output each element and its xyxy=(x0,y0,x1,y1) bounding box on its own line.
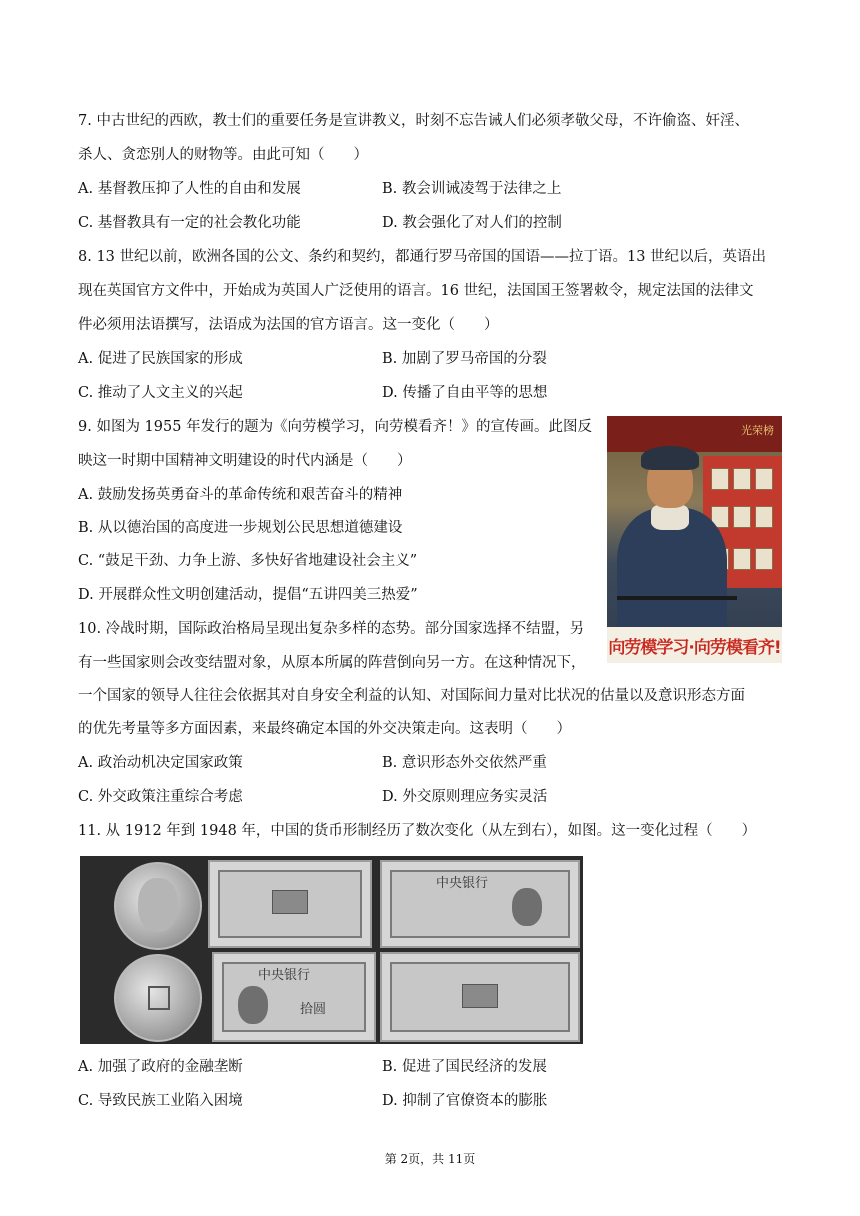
q8-stem-line-1: 8. 13 世纪以前，欧洲各国的公文、条约和契约，都通行罗马帝国的国语——拉丁语。13 世纪以后，英语出 xyxy=(78,249,767,265)
banknote-centre-emblem xyxy=(462,984,498,1008)
banknote-top-right xyxy=(380,860,580,948)
q10-option-c: C. 外交政策注重综合考虑 xyxy=(78,789,243,805)
q7-option-b: B. 教会训诫凌驾于法律之上 xyxy=(382,181,562,197)
poster-photo xyxy=(711,468,729,490)
q7-stem-line-2: 杀人、贪恋别人的财物等。由此可知（ ） xyxy=(78,147,368,163)
q7-stem-line-1: 7. 中古世纪的西欧，教士们的重要任务是宣讲教义，时刻不忘告诫人们必须孝敬父母，不许偷盗、奸淫、 xyxy=(78,113,749,129)
coin-mark xyxy=(148,986,170,1010)
silver-dollar-coin-reverse xyxy=(114,954,202,1042)
q9-option-b: B. 从以德治国的高度进一步规划公民思想道德建设 xyxy=(78,520,403,536)
banknote-bank-name: 中央银行 xyxy=(258,968,311,983)
poster-banner xyxy=(607,627,782,663)
banknote-bank-name: 中央银行 xyxy=(436,876,489,891)
poster-slogan: 向劳模学习·向劳模看齐! xyxy=(608,637,781,658)
q10-option-a: A. 政治动机决定国家政策 xyxy=(78,755,243,771)
q9-option-d: D. 开展群众性文明创建活动，提倡“五讲四美三热爱” xyxy=(78,587,418,603)
q11-option-c: C. 导致民族工业陷入困境 xyxy=(78,1093,243,1109)
poster-photo xyxy=(755,468,773,490)
currency-evolution-image xyxy=(80,856,583,1044)
q10-stem-line-3: 一个国家的领导人往往会依据其对自身安全利益的认知、对国际间力量对比状况的估量以及意识形态方面 xyxy=(78,688,745,704)
page-footer: 第 2页，共 11页 xyxy=(384,1152,476,1166)
silver-dollar-coin-obverse xyxy=(114,862,202,950)
q8-stem-line-2: 现在英国官方文件中，开始成为英国人广泛使用的语言。16 世纪，法国国王签署敕令，规定法国的法律文 xyxy=(78,283,754,299)
q9-stem-line-2: 映这一时期中国精神文明建设的时代内涵是（ ） xyxy=(78,453,412,469)
q11-option-d: D. 抑制了官僚资本的膨胀 xyxy=(382,1093,548,1109)
banknote-value: 拾圆 xyxy=(300,1002,327,1017)
q9-option-a: A. 鼓励发扬英勇奋斗的革命传统和艰苦奋斗的精神 xyxy=(78,487,403,503)
q7-option-d: D. 教会强化了对人们的控制 xyxy=(382,215,562,231)
poster-worker-cap xyxy=(641,446,699,470)
poster-photo xyxy=(733,468,751,490)
poster-photo xyxy=(755,506,773,528)
q8-option-a: A. 促进了民族国家的形成 xyxy=(78,351,243,367)
q10-option-b: B. 意识形态外交依然严重 xyxy=(382,755,547,771)
coin-portrait xyxy=(138,878,178,932)
q9-stem-line-1: 9. 如图为 1955 年发行的题为《向劳模学习，向劳模看齐！》的宣传画。此图反 xyxy=(78,419,593,435)
banknote-centre-emblem xyxy=(272,890,308,914)
q10-option-d: D. 外交原则理应务实灵活 xyxy=(382,789,548,805)
q10-stem-line-1: 10. 冷战时期，国际政治格局呈现出复杂多样的态势。部分国家选择不结盟，另 xyxy=(78,621,585,637)
q8-option-d: D. 传播了自由平等的思想 xyxy=(382,385,548,401)
q10-stem-line-4: 的优先考量等多方面因素，来最终确定本国的外交决策走向。这表明（ ） xyxy=(78,721,571,737)
q8-stem-line-3: 件必须用法语撰写，法语成为法国的官方语言。这一变化（ ） xyxy=(78,317,499,333)
poster-photo xyxy=(733,506,751,528)
q11-option-b: B. 促进了国民经济的发展 xyxy=(382,1059,547,1075)
poster-roof-text: 光荣榜 xyxy=(741,424,774,437)
q9-option-c: C. “鼓足干劲、力争上游、多快好省地建设社会主义” xyxy=(78,553,418,569)
poster-bicycle xyxy=(617,596,737,620)
q8-option-b: B. 加剧了罗马帝国的分裂 xyxy=(382,351,547,367)
poster-photo xyxy=(755,548,773,570)
poster-photo xyxy=(733,548,751,570)
q11-stem-line-1: 11. 从 1912 年到 1948 年，中国的货币形制经历了数次变化（从左到右），如图。这一变化过程（ ） xyxy=(78,823,757,839)
banknote-top-left xyxy=(208,860,372,948)
q7-option-c: C. 基督教具有一定的社会教化功能 xyxy=(78,215,301,231)
labor-model-poster-image xyxy=(607,416,782,663)
banknote-bottom-left xyxy=(212,952,376,1042)
q7-option-a: A. 基督教压抑了人性的自由和发展 xyxy=(78,181,301,197)
q11-option-a: A. 加强了政府的金融垄断 xyxy=(78,1059,243,1075)
banknote-bottom-right xyxy=(380,952,580,1042)
banknote-portrait xyxy=(512,888,542,926)
banknote-portrait xyxy=(238,986,268,1024)
q8-option-c: C. 推动了人文主义的兴起 xyxy=(78,385,243,401)
q10-stem-line-2: 有一些国家则会改变结盟对象，从原本所属的阵营倒向另一方。在这种情况下， xyxy=(78,655,586,671)
